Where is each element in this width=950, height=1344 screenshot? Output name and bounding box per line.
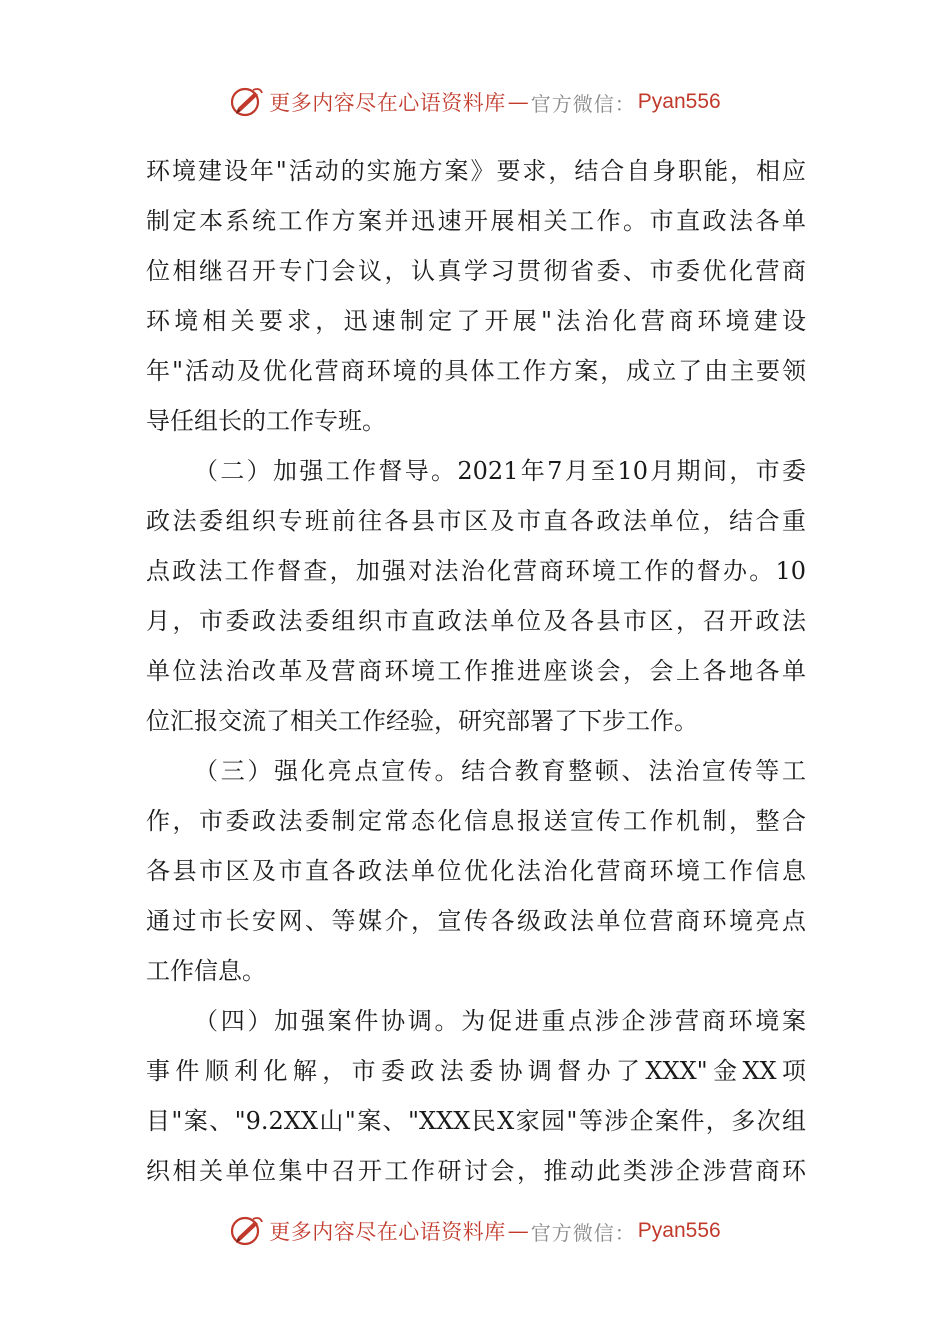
text-line: 环境相关要求，迅速制定了开展"法治化营商环境建设: [146, 307, 806, 335]
section-heading: （四）加强案件协调。: [194, 1007, 462, 1035]
text-line: 事件顺利化解，市委政法委协调督办了XXX"金XX项: [146, 1057, 806, 1085]
text-line: 位汇报交流了相关工作经验，研究部署了下步工作。: [146, 707, 698, 735]
text-line: 政法委组织专班前往各县市区及市直各政法单位，结合重: [146, 507, 806, 535]
watermark-wechat-label: 官方微信：: [530, 91, 636, 116]
text-line: [146, 446, 806, 496]
watermark-header: [0, 82, 950, 122]
pen-seal-icon: [229, 84, 265, 120]
watermark-dash: —: [507, 90, 529, 114]
document-body: [146, 146, 806, 1196]
watermark-wechat-id: Pyan556: [637, 90, 721, 113]
watermark-site-text: 更多内容尽在心语资料库: [269, 91, 506, 115]
section-heading: （三）强化亮点宣传。: [194, 757, 462, 785]
watermark-wechat-label: 官方微信：: [530, 1220, 636, 1245]
text-span: 为促进重点涉企涉营商环境案: [461, 1007, 807, 1035]
text-line: 环境建设年"活动的实施方案》要求，结合自身职能，相应: [146, 157, 806, 185]
text-line: [146, 996, 806, 1046]
text-span: 结合教育整顿、法治宣传等工: [461, 757, 807, 785]
text-line: 单位法治改革及营商环境工作推进座谈会，会上各地各单: [146, 657, 806, 685]
text-line: [146, 746, 806, 796]
text-line: 工作信息。: [146, 957, 266, 985]
text-span: 2021年7月至10月期间，市委: [457, 457, 807, 485]
paragraph: [146, 746, 806, 996]
text-line: 点政法工作督查，加强对法治化营商环境工作的督办。10: [146, 557, 806, 585]
paragraph: [146, 446, 806, 746]
text-line: 目"案、"9.2XX山"案、"XXX民X家园"等涉企案件，多次组: [146, 1107, 806, 1135]
watermark-site-text: 更多内容尽在心语资料库: [269, 1220, 506, 1244]
watermark-footer: [0, 1211, 950, 1251]
watermark-dash: —: [507, 1219, 529, 1243]
pen-seal-icon: [229, 1213, 265, 1249]
text-line: 制定本系统工作方案并迅速开展相关工作。市直政法各单: [146, 207, 806, 235]
paragraph: [146, 996, 806, 1196]
text-line: 年"活动及优化营商环境的具体工作方案，成立了由主要领: [146, 357, 806, 385]
text-line: 作，市委政法委制定常态化信息报送宣传工作机制，整合: [146, 807, 806, 835]
text-line: 通过市长安网、等媒介，宣传各级政法单位营商环境亮点: [146, 907, 806, 935]
text-line: 织相关单位集中召开工作研讨会，推动此类涉企涉营商环: [146, 1157, 806, 1185]
watermark-wechat-id: Pyan556: [637, 1219, 721, 1242]
section-heading: （二）加强工作督导。: [194, 457, 458, 485]
text-line: 导任组长的工作专班。: [146, 407, 386, 435]
text-line: 月，市委政法委组织市直政法单位及各县市区，召开政法: [146, 607, 806, 635]
text-line: 位相继召开专门会议，认真学习贯彻省委、市委优化营商: [146, 257, 806, 285]
paragraph: [146, 146, 806, 446]
text-line: 各县市区及市直各政法单位优化法治化营商环境工作信息: [146, 857, 806, 885]
